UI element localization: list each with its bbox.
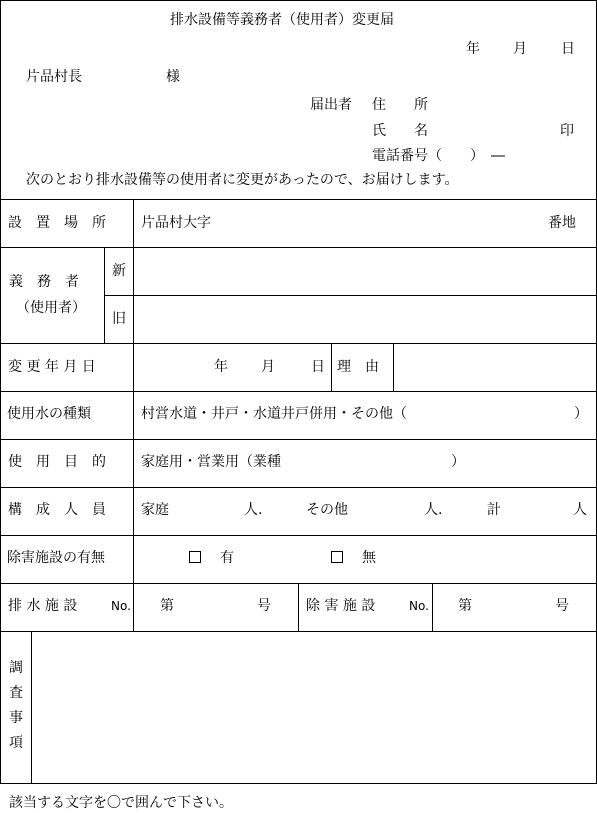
members-label: 構 成 人 員 (8, 502, 106, 518)
border-left (0, 0, 1, 784)
location-label: 設 置 場 所 (8, 215, 106, 231)
form-title: 排水設備等義務者（使用者）変更届 (170, 12, 394, 28)
removal-number-suffix: 号 (555, 598, 569, 614)
obligor-sub: （使用者） (16, 300, 86, 316)
removal-facility-right (432, 583, 433, 631)
phone-label: 電話番号（ ） ― (372, 148, 505, 164)
drain-facility-no: No. (111, 599, 131, 613)
reason-label-right (393, 343, 394, 391)
row-divider (0, 535, 597, 536)
drain-number-suffix: 号 (257, 598, 271, 614)
water-type-value: 村営水道・井戸・水道井戸併用・その他（ (141, 406, 407, 422)
location-suffix: 番地 (548, 215, 576, 231)
members-family: 家庭 (141, 502, 169, 518)
border-bottom (0, 783, 597, 784)
row-divider (0, 247, 597, 248)
name-label: 氏 名 (372, 123, 428, 139)
none-checkbox[interactable] (331, 551, 343, 563)
change-day: 日 (311, 359, 325, 375)
row-divider (0, 343, 597, 344)
change-month: 月 (261, 359, 275, 375)
reason-label-left (331, 343, 332, 391)
date-day: 日 (561, 41, 575, 57)
change-date-label: 変 更 年 月 日 (8, 359, 96, 375)
drain-number-prefix: 第 (160, 598, 174, 614)
label-column-divider (133, 199, 134, 631)
survey-label: 調査事項 (9, 660, 23, 751)
water-type-label: 使用水の種類 (7, 406, 91, 422)
row-divider (0, 487, 597, 488)
seal-mark: 印 (560, 123, 574, 139)
footnote: 該当する文字を〇で囲んで下さい。 (9, 795, 233, 811)
statement: 次のとおり排水設備等の使用者に変更があったので、お届けします。 (26, 172, 459, 188)
reason-label: 理 由 (337, 359, 379, 375)
members-other: その他 (306, 502, 348, 518)
water-type-close: ） (574, 406, 588, 422)
applicant-label: 届出者 (310, 97, 352, 113)
location-value: 片品村大字 (141, 215, 211, 231)
purpose-close: ） (451, 454, 465, 470)
none-label: 無 (362, 550, 376, 566)
purpose-label: 使 用 目 的 (8, 454, 106, 470)
row-divider (0, 631, 597, 632)
members-person3: 人 (573, 502, 587, 518)
removal-facility-no: No. (409, 599, 429, 613)
members-total: 計 (487, 502, 501, 518)
removal-facility-no-label: 除 害 施 設 (306, 598, 376, 614)
has-checkbox[interactable] (189, 551, 201, 563)
addressee-suffix: 様 (166, 69, 180, 85)
removal-facility-label: 除害施設の有無 (7, 550, 105, 566)
row-divider (0, 199, 597, 200)
obligor-old-label: 旧 (112, 311, 126, 327)
address-label: 住 所 (372, 97, 428, 113)
removal-facility-left (298, 583, 299, 631)
purpose-value: 家庭用・営業用（業種 (141, 454, 281, 470)
row-divider (0, 391, 597, 392)
obligor-new-label: 新 (112, 263, 126, 279)
change-year: 年 (214, 359, 228, 375)
obligor-label: 義 務 者 (9, 274, 79, 290)
members-person2: 人. (424, 502, 443, 518)
date-month: 月 (513, 41, 527, 57)
date-year: 年 (466, 41, 480, 57)
row-divider (0, 439, 597, 440)
addressee: 片品村長 (26, 69, 82, 85)
survey-divider (31, 631, 32, 783)
drain-facility-label: 排 水 施 設 (8, 598, 78, 614)
border-top (0, 0, 597, 1)
has-label: 有 (220, 550, 234, 566)
row-divider (104, 295, 597, 296)
new-old-divider (104, 247, 105, 343)
removal-number-prefix: 第 (458, 598, 472, 614)
members-person1: 人. (244, 502, 263, 518)
